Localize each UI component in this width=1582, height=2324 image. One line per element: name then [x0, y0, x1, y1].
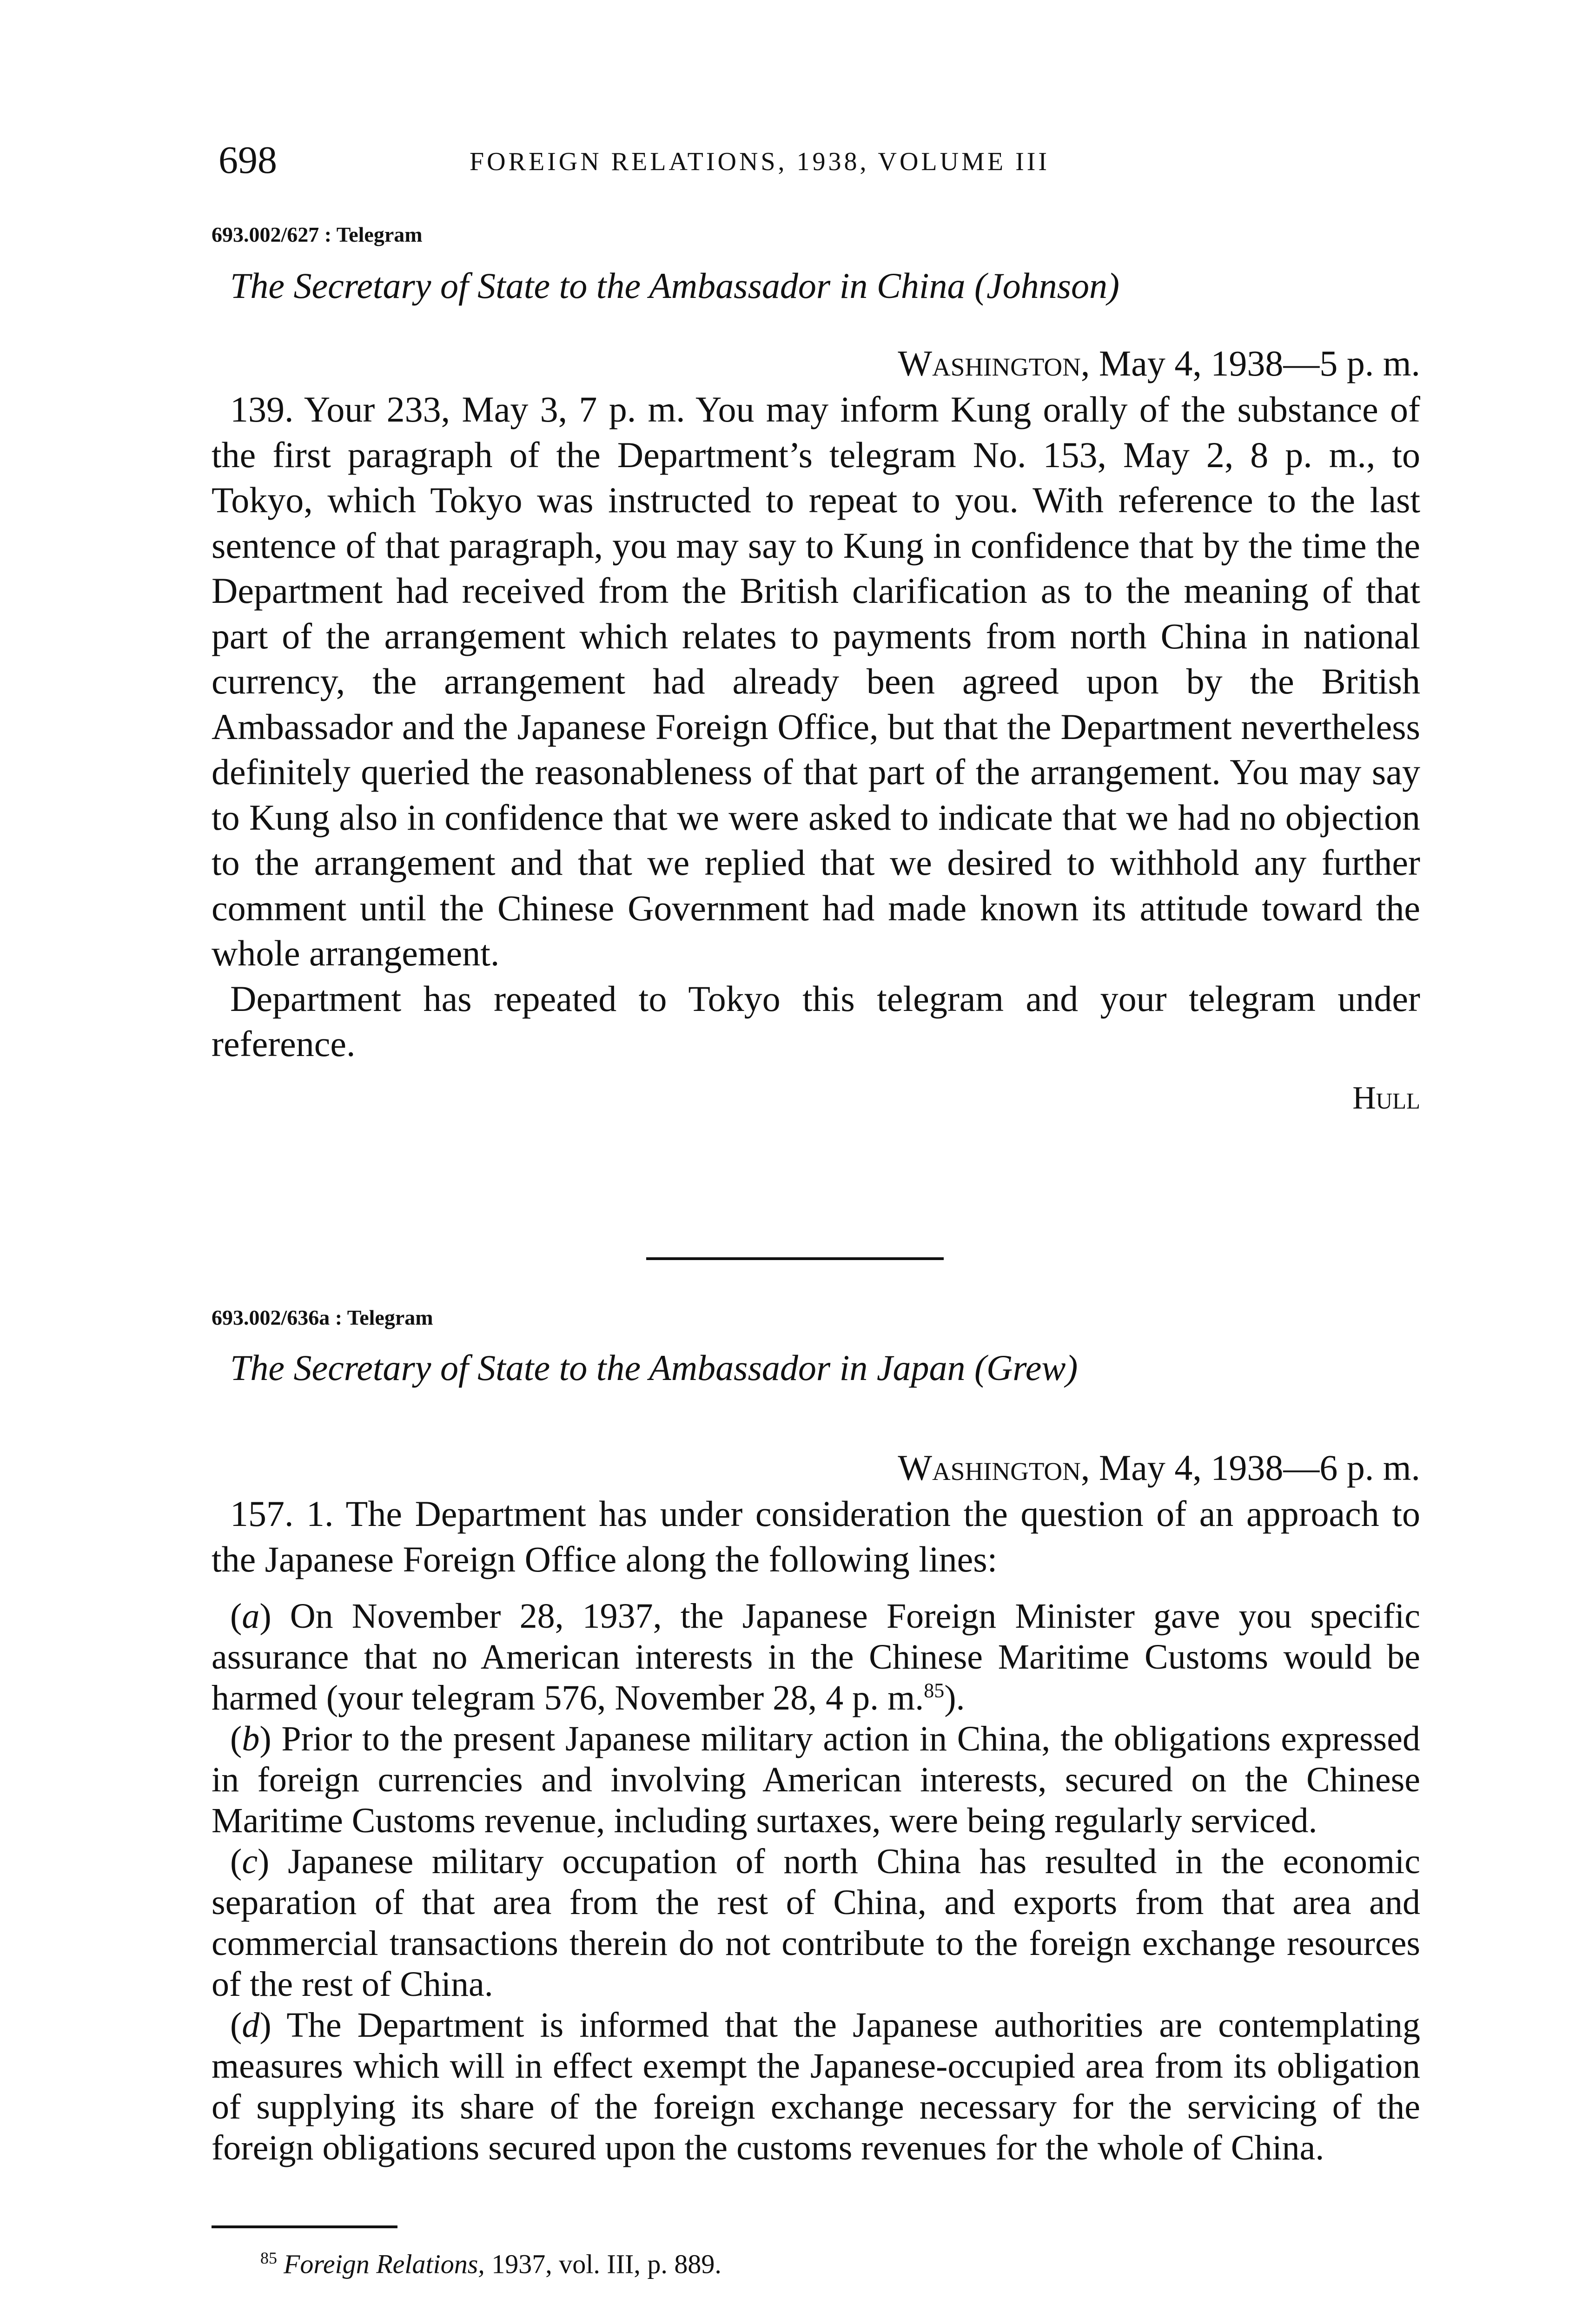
running-head [218, 135, 1213, 186]
list-item: (c) Japanese military occupation of north China has resulted in the economic separation of that area from the rest of China, and exports from that area and commercial transactions therein do not contribute to the foreign exchange resources of the rest of China. [212, 1842, 1421, 2004]
page-number: 698 [218, 139, 277, 182]
list-item: (b) Prior to the present Japanese military action in China, the obligations expressed in foreign currencies and involving American interests, secured on the Chinese Maritime Customs revenue, including surtaxes, were being regularly serviced. [212, 1719, 1420, 1840]
footnote [260, 2239, 721, 2283]
item-text: The Department is informed that the Japanese authorities are contemplating measures which will in effect exempt the Japanese-occupied area from its obligation of supplying its share of the foreign exchange necessary for the servicing of the foreign obligations secured upon the customs revenues for the whole of China. [212, 2006, 1420, 2167]
dateline [212, 340, 1420, 387]
item-text-end: ). [944, 1678, 965, 1717]
running-title: FOREIGN RELATIONS, 1938, VOLUME III [470, 147, 1050, 176]
section-divider [646, 1257, 944, 1260]
document-title: The Secretary of State to the Ambassador in China (Johnson) [230, 265, 1119, 306]
list-item: (d) The Department is informed that the Japanese authorities are contemplating measures which will in effect exempt the Japanese-occupied area from its obligation of supplying its share of the foreign exchange necessary for the servicing of the foreign obligations secured upon the customs revenues for the whole of China. [212, 2006, 1420, 2167]
item-label: b [242, 1719, 260, 1758]
telegram-to-china [212, 218, 1420, 1122]
dateline-place: Washington, [898, 343, 1090, 383]
item-label: c [242, 1842, 258, 1881]
telegram-to-japan [212, 1301, 1420, 2168]
dateline-place: Washington, [898, 1447, 1090, 1488]
dateline-date: May 4, 1938—5 p. m. [1099, 343, 1420, 383]
dateline [212, 1445, 1420, 1491]
list-item: (a) On November 28, 1937, the Japanese Foreign Minister gave you specific assurance that no American interests in the Chinese Maritime Customs would be harmed (your telegram 576, November 28, 4 p. m.$^{85}$). [212, 1597, 1420, 1717]
body-paragraph: Department has repeated to Tokyo this telegram and your telegram under reference. [212, 978, 1420, 1064]
item-text: Japanese military occupation of north China has resulted in the economic separation of that area from the rest of China, and exports from that area and commercial transactions therein do not contribute to the foreign exchange resources of the rest of China. [212, 1842, 1421, 2004]
footnote-reference: 85 [924, 1679, 945, 1702]
footnote-source-title: Foreign Relations, [284, 2249, 485, 2279]
body-paragraph: 139. Your 233, May 3, 7 p. m. You may inform Kung orally of the substance of the first paragraph of the Department’s telegram No. 153, May 2, 8 p. m., to Tokyo, which Tokyo was instructed to repeat to you. With reference to the last sentence of that paragraph, you may say to Kung in confidence that by the time the Department had received from the British clarification as to the meaning of that part of the arrangement which relates to payments from north China in national currency, the arrangement had already been agreed upon by the British Ambassador and the Japanese Foreign Office, but that the Department nevertheless definitely queried the reasonableness of that part of the arrangement. You may say to Kung also in confidence that we were asked to indicate that we had no objection to the arrangement and that we replied that we desired to withhold any further comment until the Chinese Government had made known its attitude toward the whole arrangement. [212, 389, 1420, 973]
item-text: Prior to the present Japanese military action in China, the obligations expressed in foreign currencies and involving American interests, secured on the Chinese Maritime Customs revenue, including surtaxes, were being regularly serviced. [212, 1719, 1420, 1840]
signature: Hull [1352, 1080, 1420, 1116]
footnote-source-detail: 1937, vol. III, p. 889. [484, 2249, 721, 2279]
file-reference: 693.002/627 : Telegram [212, 223, 423, 246]
item-text: On November 28, 1937, the Japanese Foreign Minister gave you specific assurance that no American interests in the Chinese Maritime Customs would be harmed (your telegram 576, November 28, 4 p. m. [212, 1597, 1420, 1717]
footnote-rule [212, 2225, 397, 2228]
document-title: The Secretary of State to the Ambassador in Japan (Grew) [230, 1347, 1078, 1388]
item-label: d [242, 2006, 260, 2045]
dateline-date: May 4, 1938—6 p. m. [1099, 1447, 1420, 1488]
body-paragraph: 157. 1. The Department has under consideration the question of an approach to the Japanese Foreign Office along the following lines: [212, 1493, 1420, 1579]
footnote-mark: 85 [260, 2249, 277, 2267]
item-label: a [242, 1597, 260, 1636]
file-reference: 693.002/636a : Telegram [212, 1306, 433, 1329]
